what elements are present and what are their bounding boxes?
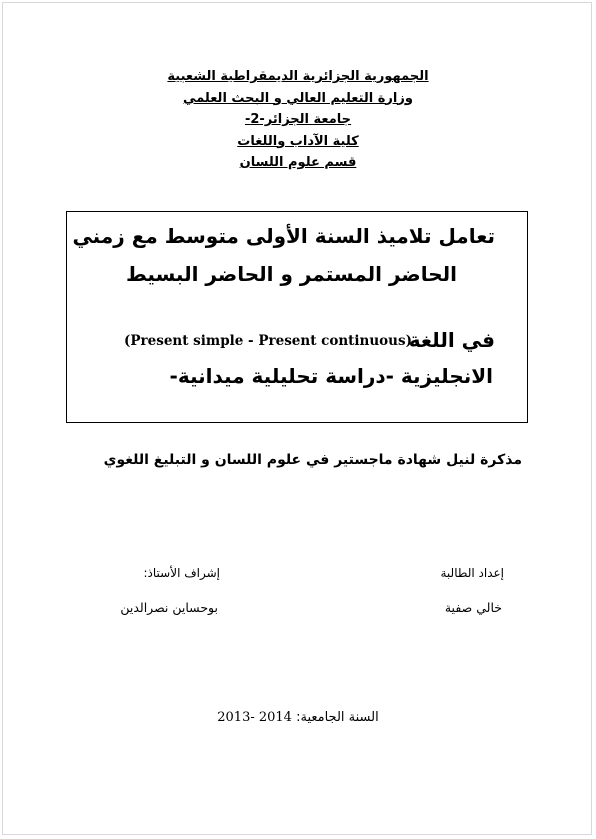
supervisor-name: بوحساين نصرالدين [120,600,218,615]
title-line-3-arabic: في اللغة [408,328,495,352]
academic-year-value: 2013- 2014 [217,710,292,725]
header-university: جامعة الجزائر-2- [244,112,352,127]
student-label: إعداد الطالبة [440,566,504,580]
student-name: خالي صفية [444,600,502,615]
header-ministry: وزارة التعليم العالي و البحث العلمي [183,90,413,106]
header-department: قسم علوم اللسان [239,155,357,170]
title-line-1: تعامل تلاميذ السنة الأولى متوسط مع زمني [72,224,495,248]
degree-statement: مذكرة لنيل شهادة ماجستير في علوم اللسان و التبليغ اللغوي [103,452,522,468]
title-line-4: الانجليزية -دراسة تحليلية ميدانية- [169,364,493,388]
title-line-2: الحاضر المستمر و الحاضر البسيط [126,262,457,286]
header-faculty: كلية الآداب واللغات [237,133,359,149]
supervisor-label: إشراف الأستاذ: [143,566,220,580]
institution-header [0,66,596,174]
academic-year [0,710,596,725]
header-republic: الجمهورية الجزائرية الديمقراطية الشعبية [167,69,429,84]
thesis-title-box [66,211,528,423]
title-line-3-english: (Present simple - Present continuous) [124,333,412,349]
academic-year-label: السنة الجامعية: [296,710,379,725]
